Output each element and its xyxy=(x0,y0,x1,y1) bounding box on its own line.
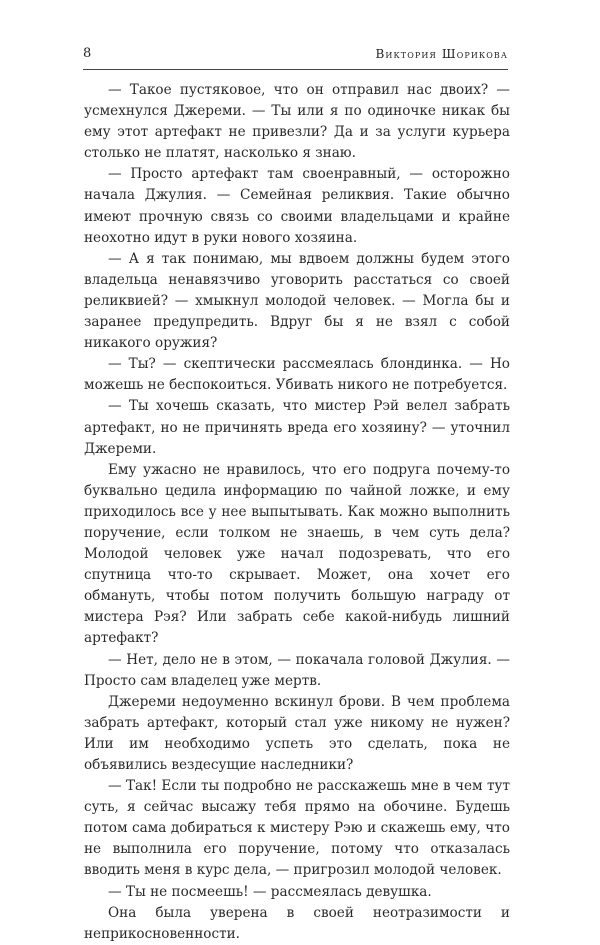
paragraph: — Просто артефакт там своенравный, — осторожно начала Джулия. — Семейная реликвия. Такие обычно имеют прочную связь со своими владельцами и крайне неохотно идут в руки нового хозяина. xyxy=(84,166,510,246)
header-rule xyxy=(83,69,508,70)
paragraph: — Нет, дело не в этом, — покачала головой Джулия. — Просто сам владелец уже мертв. xyxy=(84,651,510,689)
paragraph: Ему ужасно не нравилось, что его подруга почему-то буквально цедила информацию по чайной ложке, и ему приходилось все у нее выпытывать. Как можно выполнить поручение, если толком не знаешь, в чем суть дела? Молодой человек уже начал подозревать, что его спутница что-то скрывает. Может, она хочет его обмануть, чтобы потом получить большую награду от мистера Рэя? Или забрать себе какой-нибудь лишний артефакт? xyxy=(84,461,510,647)
paragraph: Она была уверена в своей неотразимости и неприкосновенности. xyxy=(84,904,510,942)
author-running-head: Виктория Шорикова xyxy=(375,47,508,61)
body-text xyxy=(84,80,510,945)
page-header xyxy=(83,45,508,67)
paragraph: — Такое пустяковое, что он отправил нас двоих? — усмехнулся Джереми. — Ты или я по одиночке никак бы ему этот артефакт не привезли? Да и за услуги курьера столько не платят, насколько я знаю. xyxy=(84,82,510,162)
paragraph: — Ты хочешь сказать, что мистер Рэй велел забрать артефакт, но не причинять вреда его хозяину? — уточнил Джереми. xyxy=(84,398,510,457)
paragraph: — Ты? — скептически рассмеялась блондинка. — Но можешь не беспокоиться. Убивать никого не потребуется. xyxy=(84,356,510,394)
paragraph: — Так! Если ты подробно не расскажешь мне в чем тут суть, я сейчас высажу тебя прямо на обочине. Будешь потом сама добираться к мистеру Рэю и скажешь ему, что не выполнила его поручение, потому что отказалась вводить меня в курс дела, — пригрозил молодой человек. xyxy=(84,778,510,879)
paragraph: Джереми недоуменно вскинул брови. В чем проблема забрать артефакт, который стал уже никому не нужен? Или им необходимо успеть это сделать, пока не объявились вездесущие наследники? xyxy=(84,693,510,773)
paragraph: — А я так понимаю, мы вдвоем должны будем этого владельца ненавязчиво уговорить расстаться со своей реликвией? — хмыкнул молодой человек. — Могла бы и заранее предупредить. Вдруг бы я не взял с собой никакого оружия? xyxy=(84,250,510,352)
page-number: 8 xyxy=(83,46,92,61)
paragraph: — Ты не посмеешь! — рассмеялась девушка. xyxy=(108,883,432,900)
